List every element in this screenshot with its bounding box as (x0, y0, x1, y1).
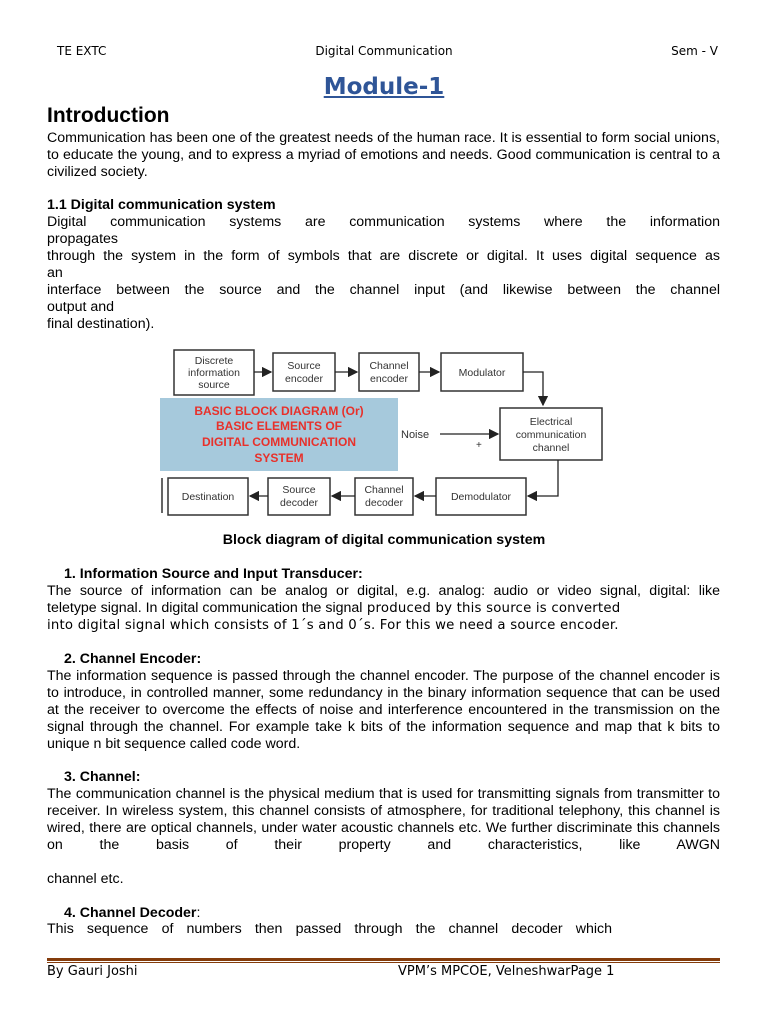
overlay-line: BASIC ELEMENTS OF (215, 419, 343, 433)
item-heading (64, 905, 200, 921)
noise-label: Noise (401, 429, 430, 441)
block-diagram (160, 345, 610, 525)
item-heading-text: 4. Channel Decoder (64, 905, 197, 921)
block-label: source (198, 379, 230, 391)
section-line: Digital communication systems are communication systems where the information (47, 214, 720, 230)
block-label: Channel (369, 360, 409, 372)
item-heading: 2. Channel Encoder: (64, 651, 202, 667)
block-label: communication (515, 429, 587, 441)
diagram-caption: Block diagram of digital communication system (222, 532, 546, 548)
intro-heading: Introduction (47, 104, 170, 127)
item-heading: 3. Channel: (64, 769, 141, 785)
block-label: decoder (365, 497, 403, 509)
block-label: Destination (181, 491, 235, 503)
item-text (47, 921, 612, 938)
block-label: encoder (285, 373, 323, 385)
item-heading-colon: : (196, 905, 201, 921)
item-line: The source of information can be analog or digital, e.g. analog: audio or video signal, digital: like (47, 583, 720, 599)
section-text (47, 214, 720, 333)
item-text (47, 583, 720, 634)
block-label: decoder (280, 497, 318, 509)
header-center: Digital Communication (315, 44, 453, 58)
section-line: interface between the source and the channel input (and likewise between the channel (47, 282, 720, 298)
block-label: Demodulator (450, 491, 512, 503)
section-heading: 1.1 Digital communication system (47, 197, 276, 213)
item-tail: channel etc. (47, 871, 124, 887)
item-text: The communication channel is the physical medium that is used for transmitting signals from transmitter to receiver. In wireless system, this channel consists of atmosphere, for traditional telephony, this channel is wired, there are optical channels, under water acoustic channels etc. We further discriminate this channels on the basis of their property and characteristics, like AWGN (47, 786, 720, 853)
block-label: channel (532, 442, 570, 454)
section-line: an (47, 265, 63, 281)
item-line: This sequence of numbers then passed through the channel decoder which (47, 921, 612, 937)
overlay-line: DIGITAL COMMUNICATION (202, 435, 356, 449)
block-label: Source (287, 360, 321, 372)
section-line: output and (47, 299, 115, 315)
item-line: into digital signal which consists of 1´s and 0´s. For this we need a source encoder. (47, 618, 619, 633)
plus-sign: + (476, 440, 482, 451)
section-line: through the system in the form of symbols that are discrete or digital. It uses digital sequence as (47, 248, 720, 264)
block-label: Channel (364, 484, 404, 496)
block-label: Electrical (529, 416, 573, 428)
block-label: Modulator (458, 367, 506, 379)
item-text: The information sequence is passed through the channel encoder. The purpose of the channel encoder is to introduce, in controlled manner, some redundancy in the binary information sequence that can be used at the receiver to overcome the effects of noise and interference encountered in the transmission on the signal through the channel. For example take k bits of the information sequence and map that k bits to unique n bit sequence called code word. (47, 668, 720, 752)
footer-right: VPM’s MPCOE, VelneshwarPage 1 (398, 964, 615, 979)
block-label: Discrete (194, 355, 234, 367)
intro-text: Communication has been one of the greatest needs of the human race. It is essential to form social unions, to educate the young, and to express a myriad of emotions and needs. Good communication is central to a civilized society. (47, 130, 720, 180)
block-label: information (188, 367, 240, 379)
footer-rule (47, 958, 720, 961)
section-line: propagates (47, 231, 118, 247)
section-line: final destination). (47, 316, 155, 332)
block-label: Source (282, 484, 316, 496)
overlay-line: SYSTEM (254, 451, 304, 465)
footer-left: By Gauri Joshi (47, 964, 138, 979)
item-line-part: teletype signal. In digital communication the signal (47, 600, 363, 616)
footer-rule-thin (47, 962, 720, 963)
page-title: Module-1 (323, 74, 445, 100)
item-line (47, 600, 720, 617)
block-label: encoder (370, 373, 408, 385)
header-right: Sem - V (671, 44, 718, 58)
item-line-part: produced by this source is converted (362, 601, 621, 616)
header-left: TE EXTC (57, 44, 107, 58)
item-heading: 1. Information Source and Input Transducer: (64, 566, 363, 582)
overlay-line: BASIC BLOCK DIAGRAM (Or) (194, 404, 364, 418)
